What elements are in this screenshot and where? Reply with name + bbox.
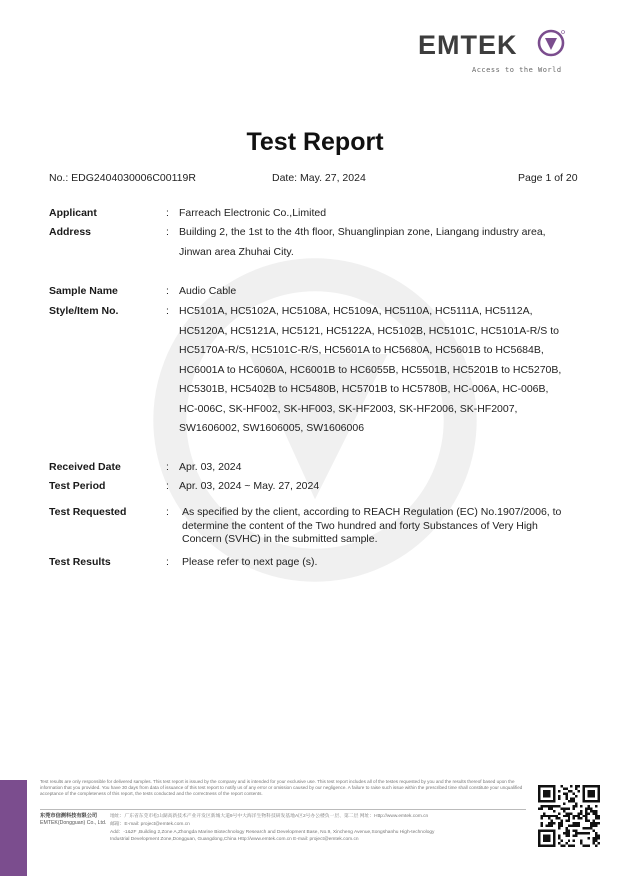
colon: :	[166, 285, 169, 297]
sample-name-value: Audio Cable	[179, 285, 237, 297]
report-number: No.: EDG2404030006C00119R	[49, 172, 196, 184]
page-title: Test Report	[246, 128, 384, 156]
page-indicator: Page 1 of 20	[518, 172, 578, 184]
footer-company	[40, 813, 110, 827]
style-item-line: HC6001A to HC6060A, HC6001B to HC6055B, HC5501B, HC5201B to HC5270B,	[179, 363, 562, 376]
test-requested-line: Concern (SVHC) in the submitted sample.	[182, 533, 378, 545]
received-date-label: Received Date	[49, 461, 121, 473]
address-line: Industrial Development Zone,Dongguan, Guangdong,China Http://www.emtek.com.cn E-mail: project@emtek.com.cn	[110, 837, 359, 843]
colon: :	[166, 480, 169, 492]
style-item-line: HC5120A, HC5121A, HC5121, HC5122A, HC5102B, HC5101C, HC5101A-R/S to	[179, 324, 559, 337]
style-item-line: HC5101A, HC5102A, HC5108A, HC5109A, HC5110A, HC5111A, HC5112A,	[179, 305, 533, 317]
footer-divider	[40, 809, 526, 810]
colon: :	[166, 506, 169, 518]
footer-address	[110, 813, 530, 844]
logo-mark-icon	[536, 28, 566, 58]
footer-accent-bar	[0, 780, 27, 876]
test-requested-line: As specified by the client, according to REACH Regulation (EC) No.1907/2006, to	[182, 506, 562, 518]
colon: :	[166, 556, 169, 568]
colon: :	[166, 305, 169, 317]
address-label: Address	[49, 226, 92, 238]
test-period-label: Test Period	[49, 480, 106, 492]
applicant-value: Farreach Electronic Co.,Limited	[179, 207, 327, 219]
report-date: Date: May. 27, 2024	[272, 172, 366, 184]
style-item-value	[179, 302, 584, 439]
footer-disclaimer: Test results are only responsible for delivered samples. This test report is issued by the company and is intended for your exclusive use. This test report includes all of the testes requested by you and the results thereof based upon the information that you provided. You have 30 days from data of issuance of this test report to notify us of any error or omission caused by our negligence. A failure to raise such issue within the prescribed time shall constitute your unqualified acceptance of the completeness of this report, the tests conducted and the correctness of the report contents.	[40, 779, 523, 796]
style-item-line: HC5170A-R/S, HC5101C-R/S, HC5601A to HC5680A, HC5601B to HC5684B,	[179, 344, 544, 356]
address-line: Add：-1&2F ,Building 2,Zone A,Zhongda Marine Biotechnology Research and Development Base, No.9, Xincheng Avenue,Songshanhu High-technology	[110, 829, 435, 835]
test-results-label: Test Results	[49, 556, 111, 568]
style-item-line: HC5301B, HC5402B to HC5480B, HC5701B to HC5780B, HC-006A, HC-006B,	[179, 383, 549, 395]
colon: :	[166, 226, 169, 238]
address-line: 地址：广东省东莞市松山湖高新技术产业开发区新城大道9号中大海洋生物科技研发基地A区2号办公楼负一层、第二层 网址：Http://www.emtek.com.cn	[110, 814, 429, 819]
colon: :	[166, 461, 169, 473]
test-requested-line: determine the content of the Two hundred and forty Substances of Very High	[182, 519, 538, 532]
style-item-line: HC-006C, SK-HF002, SK-HF003, SK-HF2003, SK-HF2006, SK-HF2007,	[179, 402, 518, 415]
test-period-value: Apr. 03, 2024 ~ May. 27, 2024	[179, 480, 320, 492]
applicant-label: Applicant	[49, 207, 97, 219]
company-name-cn: 东莞市信测科技有限公司	[40, 813, 98, 819]
style-item-line: SW1606002, SW1606005, SW1606006	[179, 422, 365, 434]
address-line: 邮箱：E-mail: project@emtek.com.cn	[110, 821, 190, 827]
logo-tagline: Access to the World	[472, 66, 562, 74]
emtek-logo	[418, 26, 578, 78]
test-requested-label: Test Requested	[49, 506, 127, 518]
test-requested-value	[182, 506, 587, 547]
sample-name-label: Sample Name	[49, 285, 118, 297]
test-results-value: Please refer to next page (s).	[182, 556, 318, 568]
address-line: Building 2, the 1st to the 4th floor, Shuanglinpian zone, Liangang industry area,	[179, 226, 546, 238]
company-name-en: EMTEK(Dongguan) Co., Ltd.	[40, 820, 107, 826]
style-item-label: Style/Item No.	[49, 305, 119, 317]
address-value	[179, 223, 584, 262]
address-line: Jinwan area Zhuhai City.	[179, 245, 294, 258]
qr-code-icon	[538, 785, 600, 847]
logo-text: EMTEK	[418, 30, 518, 60]
received-date-value: Apr. 03, 2024	[179, 461, 242, 473]
colon: :	[166, 207, 169, 219]
